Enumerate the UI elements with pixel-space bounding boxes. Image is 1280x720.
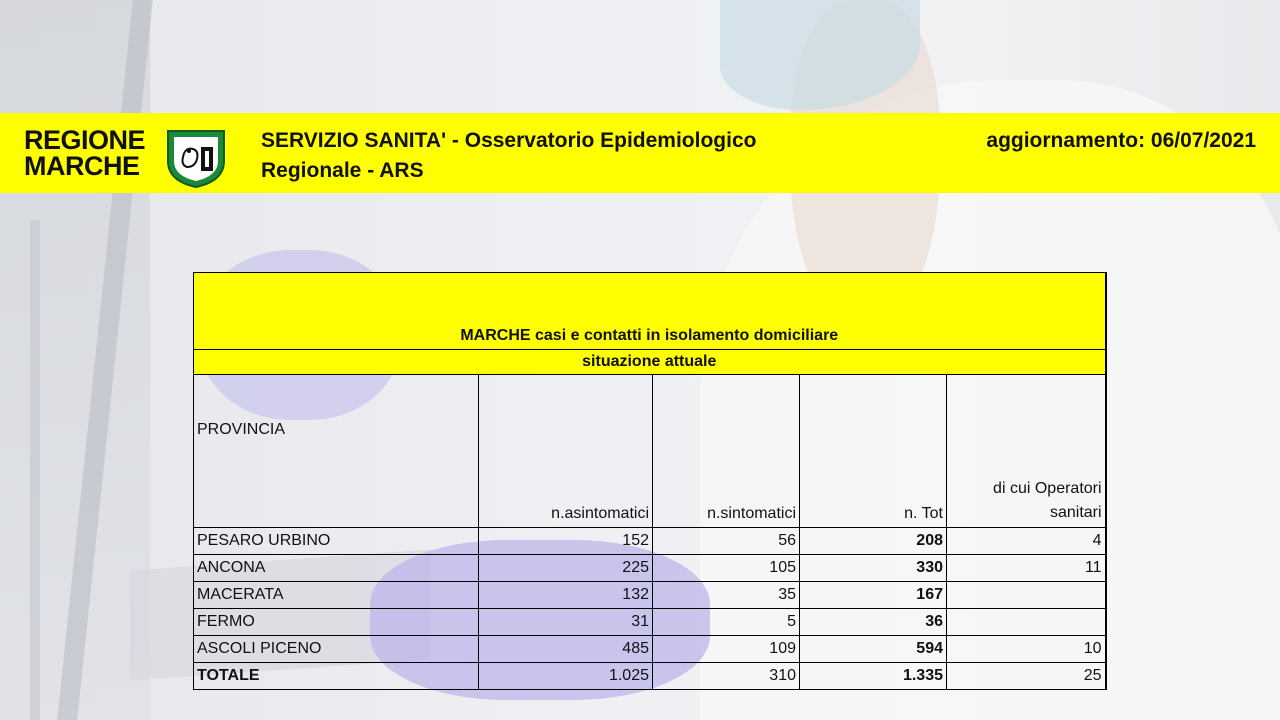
cell-operatori: 25 [947,663,1106,690]
header-band [0,113,1280,193]
column-header: n.sintomatici [653,375,800,528]
table-row [194,555,1106,582]
cell-operatori: 10 [947,636,1106,663]
cell-operatori: 4 [947,528,1106,555]
cell-sintomatici: 310 [653,663,800,690]
table-row [194,528,1106,555]
cell-operatori [947,582,1106,609]
cell-asintomatici: 132 [479,582,653,609]
table-header-row [194,375,1106,528]
table-subtitle: situazione attuale [194,350,1106,375]
cell-sintomatici: 35 [653,582,800,609]
cell-provincia: FERMO [194,609,479,636]
cell-provincia: ANCONA [194,555,479,582]
cell-provincia: PESARO URBINO [194,528,479,555]
cell-provincia: ASCOLI PICENO [194,636,479,663]
cell-sintomatici: 5 [653,609,800,636]
column-header: PROVINCIA [194,375,479,528]
table-subtitle-row [194,350,1106,375]
cell-sintomatici: 105 [653,555,800,582]
table-row [194,636,1106,663]
cell-asintomatici: 152 [479,528,653,555]
regione-marche-logo [24,127,234,183]
cell-tot: 1.335 [800,663,947,690]
cell-provincia: MACERATA [194,582,479,609]
table-title: MARCHE casi e contatti in isolamento domiciliare [194,273,1106,350]
table-title-row [194,273,1106,350]
cell-tot: 208 [800,528,947,555]
cell-provincia: TOTALE [194,663,479,690]
cell-asintomatici: 485 [479,636,653,663]
isolation-table [193,272,1105,690]
table-total-row [194,663,1106,690]
cell-sintomatici: 109 [653,636,800,663]
cell-asintomatici: 31 [479,609,653,636]
cell-tot: 167 [800,582,947,609]
cell-sintomatici: 56 [653,528,800,555]
cell-operatori: 11 [947,555,1106,582]
cell-tot: 594 [800,636,947,663]
cell-asintomatici: 225 [479,555,653,582]
update-date: aggiornamento: 06/07/2021 [986,129,1256,152]
column-header: di cui Operatori sanitari [947,375,1106,528]
header-title: SERVIZIO SANITA' - Osservatorio Epidemiologico Regionale - ARS [261,129,757,182]
cell-operatori [947,609,1106,636]
table-row [194,582,1106,609]
cell-tot: 36 [800,609,947,636]
cell-tot: 330 [800,555,947,582]
column-header: n.asintomatici [479,375,653,528]
logo-text: REGIONE MARCHE [24,125,146,181]
cell-asintomatici: 1.025 [479,663,653,690]
column-header: n. Tot [800,375,947,528]
table-row [194,609,1106,636]
shield-icon [165,127,227,189]
